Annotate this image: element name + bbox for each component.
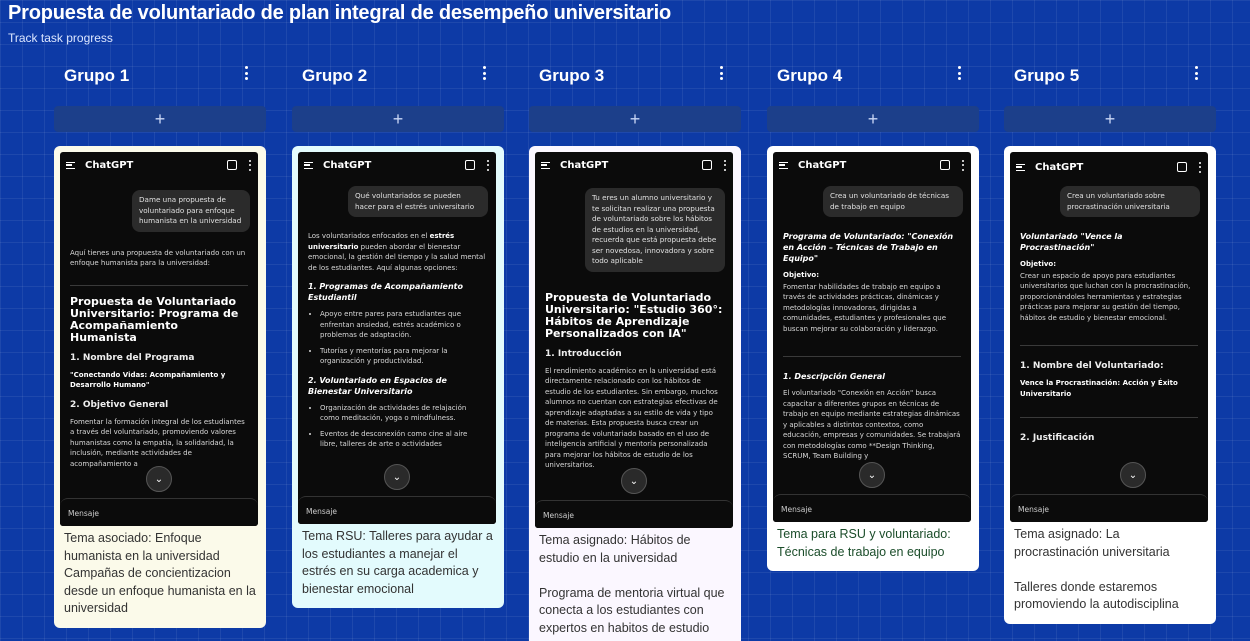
menu-icon xyxy=(304,162,313,169)
message-input: Mensaje xyxy=(535,500,733,528)
more-icon xyxy=(249,160,252,171)
chat-response xyxy=(298,217,496,450)
response-heading: Programa de Voluntariado: "Conexión en Acción – Técnicas de Trabajo en Equipo" xyxy=(783,232,954,263)
new-chat-icon xyxy=(227,160,237,170)
add-card-button[interactable]: + xyxy=(54,106,266,132)
response-intro: Los voluntariados enfocados en el estrés universitario pueden abordar el bienestar emocional, la gestión del tiempo y la salud mental de los estudiantes. Aquí algunas opciones: xyxy=(308,232,486,272)
section-heading: 1. Nombre del Programa xyxy=(70,352,195,363)
more-options-icon[interactable] xyxy=(240,66,252,80)
list-item: • Eventos de desconexión como cine al aire libre, talleres de arte o actividades xyxy=(320,429,486,450)
board-title: Propuesta de voluntariado de plan integral de desempeño universitario xyxy=(8,2,672,24)
task-card[interactable] xyxy=(54,146,266,628)
new-chat-icon xyxy=(940,160,950,170)
objective-text: Crear un espacio de apoyo para estudiantes universitarios que luchan con la procrastinación, proporcionándoles herramientas y estrategias prácticas para mejorar su gestión del tiempo, hábitos de estudio y bienestar emocional. xyxy=(1020,271,1191,322)
user-prompt: Dame una propuesta de voluntariado para enfoque humanista en la universidad xyxy=(132,190,250,232)
more-options-icon[interactable] xyxy=(478,66,490,80)
chat-response xyxy=(773,217,971,462)
chat-top-bar xyxy=(773,152,971,178)
objective-label: Objetivo: xyxy=(1020,260,1057,268)
chat-screenshot xyxy=(535,152,733,528)
chat-app-name: ChatGPT xyxy=(85,159,134,171)
response-heading: Propuesta de Voluntariado Universitario: Programa de Acompañamiento Humanista xyxy=(70,294,239,344)
column-title: Grupo 4 xyxy=(777,66,843,85)
task-card[interactable] xyxy=(1004,146,1216,624)
column-grupo-4 xyxy=(767,60,979,571)
chat-app-name: ChatGPT xyxy=(798,159,847,171)
column-header xyxy=(54,60,266,94)
chat-app-name: ChatGPT xyxy=(1035,161,1084,173)
response-intro: Aquí tienes una propuesta de voluntariado con un enfoque humanista para la universidad: xyxy=(70,248,246,267)
card-description: Tema para RSU y voluntariado: Técnicas de trabajo en equipo xyxy=(777,527,951,559)
menu-icon xyxy=(66,162,75,169)
column-grupo-1 xyxy=(54,60,266,628)
new-chat-icon xyxy=(465,160,475,170)
task-card[interactable] xyxy=(292,146,504,608)
chat-screenshot xyxy=(298,152,496,524)
section-heading: 2. Objetivo General xyxy=(70,399,169,410)
message-input: Mensaje xyxy=(1010,494,1208,522)
divider xyxy=(70,285,248,286)
scroll-down-icon: ⌄ xyxy=(621,468,647,494)
divider xyxy=(783,356,961,357)
chat-app-name: ChatGPT xyxy=(323,159,372,171)
chat-app-name: ChatGPT xyxy=(560,159,609,171)
section-heading: 1. Introducción xyxy=(545,348,622,359)
section-text: "Conectando Vidas: Acompañamiento y Desarrollo Humano" xyxy=(70,370,226,389)
column-header xyxy=(1004,60,1216,94)
new-chat-icon xyxy=(702,160,712,170)
section-heading: 1. Programas de Acompañamiento Estudiantil xyxy=(308,282,463,302)
new-chat-icon xyxy=(1177,162,1187,172)
column-grupo-2 xyxy=(292,60,504,608)
board-subtitle: Track task progress xyxy=(8,31,113,45)
section-heading: 2. Justificación xyxy=(1020,433,1095,443)
objective-text: Fomentar habilidades de trabajo en equipo a través de actividades prácticas, dinámicas y metodologías innovadoras, dirigidas a comunidades, estudiantes y profesionales que buscan mejorar su colaboración y liderazgo. xyxy=(783,282,947,333)
board-header xyxy=(8,2,671,45)
response-heading: Propuesta de Voluntariado Universitario: "Estudio 360°: Hábitos de Aprendizaje Personalizados con IA" xyxy=(545,290,723,340)
chat-top-bar xyxy=(60,152,258,178)
chat-screenshot xyxy=(773,152,971,522)
chat-response xyxy=(60,232,258,470)
task-card[interactable] xyxy=(767,146,979,571)
more-icon xyxy=(1199,162,1202,173)
message-input: Mensaje xyxy=(60,498,258,526)
column-title: Grupo 5 xyxy=(1014,66,1080,85)
column-grupo-5 xyxy=(1004,60,1216,624)
scroll-down-icon: ⌄ xyxy=(384,464,410,490)
column-title: Grupo 3 xyxy=(539,66,605,85)
chat-top-bar xyxy=(1010,152,1208,182)
option-list xyxy=(308,403,486,450)
section-text: El voluntariado "Conexión en Acción" busca capacitar a diferentes grupos en técnicas de trabajo en equipo mediante estrategias dinámicas y aplicables a distintos contextos, como educación, empresas y comunidades. Se trabajará con metodologías como **Design Thinking, SCRUM, Team Building y xyxy=(783,389,961,460)
section-text: El rendimiento académico en la universidad está directamente relacionado con los hábitos de estudio de los estudiantes. Sin embargo, muchos alumnos no cuentan con estrategias efectivas de aprendizaje adaptadas a su estilo de vida y tipo de materias. Esta propuesta busca crear un programa de voluntariado basado en el uso de inteligencia artificial y mentoría personalizada para mejorar los hábitos de estudio de los universitarios. xyxy=(545,366,718,469)
list-item: • Tutorías y mentorías para mejorar la organización y productividad. xyxy=(320,346,486,367)
menu-icon xyxy=(541,162,550,169)
chat-screenshot xyxy=(1010,152,1208,522)
section-heading: 1. Nombre del Voluntariado: xyxy=(1020,361,1164,371)
more-icon xyxy=(487,160,490,171)
divider xyxy=(1020,345,1198,346)
section-text: Vence la Procrastinación: Acción y Éxito Universitario xyxy=(1020,379,1178,398)
more-options-icon[interactable] xyxy=(953,66,965,80)
list-item: • Apoyo entre pares para estudiantes que enfrentan ansiedad, estrés académico o problemas de adaptación. xyxy=(320,309,486,341)
card-description: Tema asociado: Enfoque humanista en la universidad Campañas de concientizacion desde un enfoque humanista en la universidad xyxy=(64,531,256,615)
chat-top-bar xyxy=(298,152,496,178)
section-heading: 1. Descripción General xyxy=(783,372,886,381)
column-grupo-3 xyxy=(529,60,741,641)
scroll-down-icon: ⌄ xyxy=(859,462,885,488)
card-description: Tema asignado: Hábitos de estudio en la universidad Programa de mentoria virtual que conecta a los estudiantes con expertos en habitos de estudio xyxy=(539,533,725,635)
scroll-down-icon: ⌄ xyxy=(146,466,172,492)
user-prompt: Tu eres un alumno universitario y te solicitan realizar una propuesta de voluntariado sobre los hábitos de estudios en la universidad, recuerda que está propuesta debe ser novedosa, innovadora y sobre todo aplicable xyxy=(585,188,725,272)
list-item: • Organización de actividades de relajación como meditación, yoga o mindfulness. xyxy=(320,403,486,424)
more-options-icon[interactable] xyxy=(715,66,727,80)
more-icon xyxy=(724,160,727,171)
option-list xyxy=(308,309,486,367)
scroll-down-icon: ⌄ xyxy=(1120,462,1146,488)
column-title: Grupo 2 xyxy=(302,66,368,85)
menu-icon xyxy=(779,162,788,169)
add-card-button[interactable]: + xyxy=(767,106,979,132)
card-description: Tema RSU: Talleres para ayudar a los estudiantes a manejar el estrés en su carga academica y bienestar emocional xyxy=(302,529,493,596)
chat-response xyxy=(535,272,733,471)
add-card-button[interactable]: + xyxy=(529,106,741,132)
objective-label: Objetivo: xyxy=(783,271,820,279)
add-card-button[interactable]: + xyxy=(292,106,504,132)
message-input: Mensaje xyxy=(298,496,496,524)
column-header xyxy=(292,60,504,94)
response-heading: Voluntariado "Vence la Procrastinación" xyxy=(1020,232,1123,252)
column-header xyxy=(767,60,979,94)
chat-screenshot xyxy=(60,152,258,526)
user-prompt: Crea un voluntariado sobre procrastinación universitaria xyxy=(1060,186,1200,217)
add-card-button[interactable]: + xyxy=(1004,106,1216,132)
chat-response xyxy=(1010,217,1208,444)
user-prompt: Crea un voluntariado de técnicas de trabajo en equipo xyxy=(823,186,963,217)
task-card[interactable] xyxy=(529,146,741,641)
card-description: Tema asignado: La procrastinación universitaria Talleres donde estaremos promoviendo la autodisciplina xyxy=(1014,527,1179,611)
section-heading: 2. Voluntariado en Espacios de Bienestar Universitario xyxy=(308,375,447,396)
more-options-icon[interactable] xyxy=(1190,66,1202,80)
column-title: Grupo 1 xyxy=(64,66,130,85)
column-header xyxy=(529,60,741,94)
chat-top-bar xyxy=(535,152,733,178)
menu-icon xyxy=(1016,164,1025,171)
divider xyxy=(1020,417,1198,418)
message-input: Mensaje xyxy=(773,494,971,522)
user-prompt: Qué voluntariados se pueden hacer para el estrés universitario xyxy=(348,186,488,217)
section-text: Fomentar la formación integral de los estudiantes a través del voluntariado, promoviendo valores humanistas como la empatía, la solidaridad, la inclusión, mediante actividades de acompañamiento a xyxy=(70,417,245,468)
more-icon xyxy=(962,160,965,171)
